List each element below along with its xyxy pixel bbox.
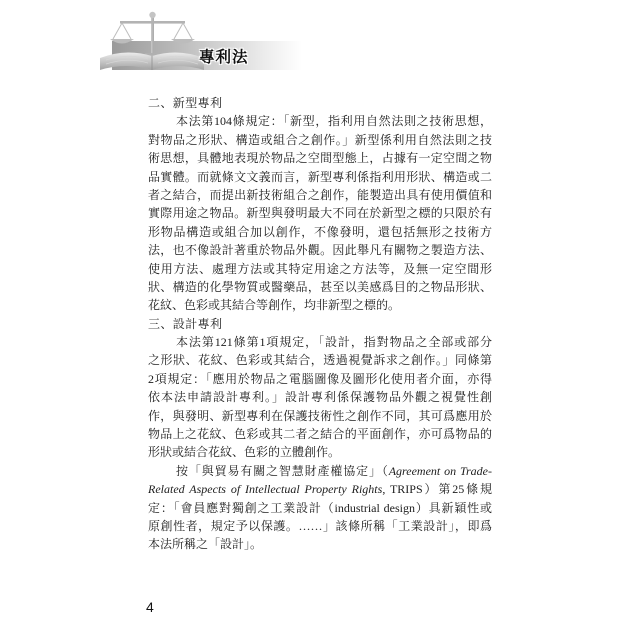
section-heading: 二、新型專利 (148, 96, 223, 110)
text-line: 實際用途之物品。新型與發明最大不同在於新型之標的只限於有 (148, 206, 492, 221)
text-line: 之形狀、花紋、色彩或其結合，透過視覺訴求之創作。」同條第 (148, 353, 492, 368)
text-line: 本法所稱之「設計」。 (148, 537, 263, 552)
text-line: 品實體。而就條文文義而言，新型專利係指利用形狀、構造或二 (148, 169, 492, 184)
text-line (148, 480, 492, 498)
paragraph (148, 112, 492, 314)
text-segment: , TRIPS）第25條規 (382, 482, 492, 497)
italic-text-segment: Agreement on Trade- (388, 463, 492, 478)
section-design-patent (148, 315, 492, 554)
text-line: 本法第121條第1項規定，「設計，指對物品之全部或部分 (176, 335, 492, 350)
section-heading: 三、設計專利 (148, 316, 223, 331)
chapter-title: 專利法 (199, 47, 249, 66)
text-line: 使用方法、處理方法或其特定用途之方法等，及無一定空間形 (148, 261, 492, 276)
text-line: 形物品構造或組合加以創作，不像發明，還包括無形之技術方 (148, 224, 492, 239)
text-line: 者之結合，而提出新技術組合之創作，能製造出具有使用價值和 (148, 187, 492, 202)
text-line: 術思想，具體地表現於物品之空間型態上，占據有一定空間之物 (148, 151, 492, 166)
text-line: 狀、構造的化學物質或醫藥品，甚至以美感爲目的之物品形狀、 (148, 279, 492, 294)
text-line (148, 462, 492, 480)
book-scales-icon (98, 8, 208, 72)
text-line: 花紋、色彩或其結合等創作，均非新型之標的。 (148, 298, 401, 313)
text-line: 對物品之形狀、構造或組合之創作。」新型係利用自然法則之技 (148, 132, 492, 147)
text-line: 2項規定：「應用於物品之電腦圖像及圖形化使用者介面，亦得 (148, 371, 492, 386)
text-line: 作，與發明、新型專利在保護技術性之創作不同，其可爲應用於 (148, 408, 492, 423)
text-line: 形狀或結合花紋、色彩的立體創作。 (148, 445, 341, 460)
paragraph (148, 462, 492, 554)
text-line: 本法第104條規定：「新型，指利用自然法則之技術思想， (176, 114, 492, 129)
text-line: 物品上之花紋、色彩或其二者之結合的平面創作，亦可爲物品的 (148, 427, 492, 442)
section-new-model-patent (148, 94, 492, 315)
page-number: 4 (146, 599, 154, 615)
text-line: 定：「會員應對獨創之工業設計（industrial design）具新穎性或 (148, 500, 492, 515)
text-line: 依本法申請設計專利。」設計專利係保護物品外觀之視覺性創 (148, 390, 492, 405)
italic-text-segment: Related Aspects of Intellectual Property Rights (148, 482, 383, 497)
text-line: 原創性者，規定予以保護。……」該條所稱「工業設計」，即爲 (148, 518, 492, 533)
text-segment: 按「與貿易有關之智慧財產權協定」（ (176, 463, 389, 478)
page-body (148, 94, 492, 554)
text-line: 法，也不像設計著重於物品外觀。因此舉凡有關物之製造方法、 (148, 243, 492, 258)
paragraph (148, 333, 492, 462)
